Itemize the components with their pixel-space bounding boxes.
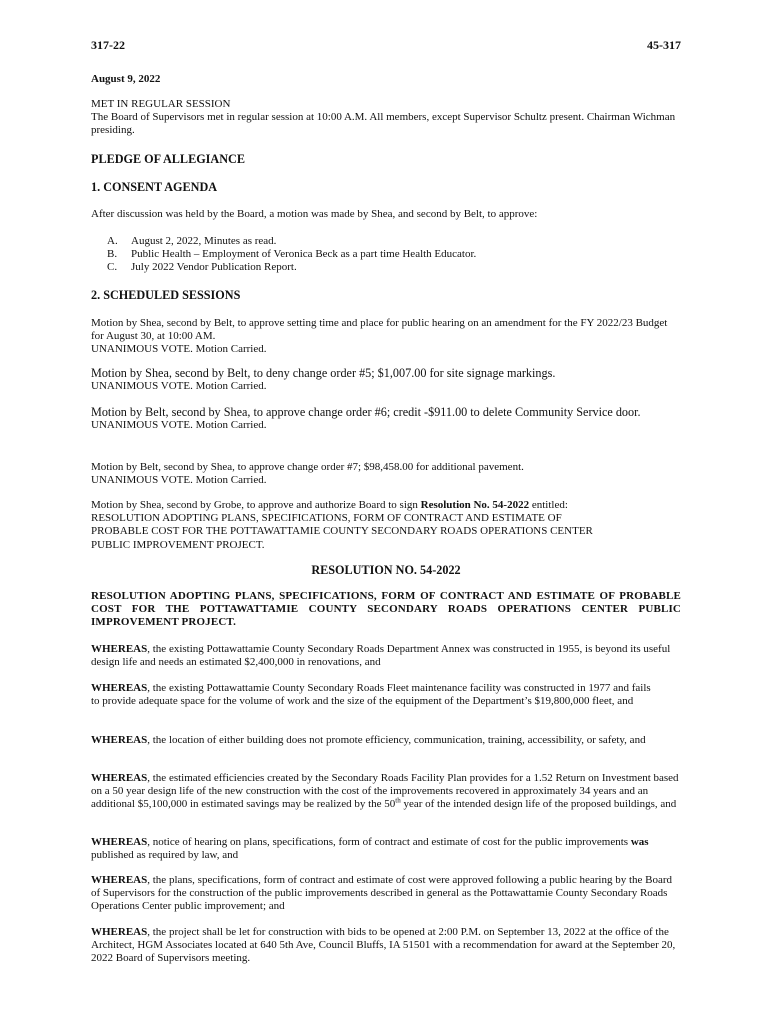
- whereas-5: WHEREAS, notice of hearing on plans, specifications, form of contract and estimate of cost for the public improvements was published as required by law, and: [91, 836, 649, 862]
- motion-vote: UNANIMOUS VOTE. Motion Carried.: [91, 474, 267, 487]
- whereas-7: WHEREAS, the project shall be let for construction with bids to be opened at 2:00 P.M. on September 13, 2022 at the office of the Architect, HGM Associates located at 640 5th Ave, Council Bluffs, IA 51501 with a recommendation for award at the September 20, 2022 Board of Supervisors meeting.: [91, 926, 676, 965]
- page-header-right: 45-317: [647, 38, 681, 52]
- whereas-4: WHEREAS, the estimated efficiencies created by the Secondary Roads Facility Plan provides for a 1.52 Return on Investment based on a 50 year design life of the new construction with the cost of the improvements recovered in approximately 34 years and an additional $5,100,000 in estimated savings may be realized by the 50th year of the intended design life of the proposed buildings, and: [91, 772, 679, 811]
- consent-intro: After discussion was held by the Board, a motion was made by Shea, and second by Belt, to approve:: [91, 208, 538, 220]
- motion-text: Motion by Shea, second by Belt, to deny change order #5; $1,007.00 for site signage markings.: [91, 366, 556, 380]
- consent-agenda-title: 1. CONSENT AGENDA: [91, 180, 218, 194]
- pledge-heading: PLEDGE OF ALLEGIANCE: [91, 152, 245, 166]
- list-text: July 2022 Vendor Publication Report.: [131, 261, 297, 273]
- list-letter: A.: [107, 235, 118, 247]
- motion-2: [91, 367, 681, 394]
- motion-4: [91, 461, 681, 487]
- meeting-date: August 9, 2022: [91, 73, 161, 85]
- motion-text: Motion by Belt, second by Shea, to approve change order #6; credit -$911.00 to delete Community Service door.: [91, 405, 641, 419]
- session-block: [91, 98, 681, 138]
- list-text: Public Health – Employment of Veronica Beck as a part time Health Educator.: [131, 248, 477, 260]
- list-text: August 2, 2022, Minutes as read.: [131, 235, 277, 247]
- motion-5: [91, 499, 621, 552]
- whereas-3: WHEREAS, the location of either building does not promote efficiency, communication, training, accessibility, or safety, and: [91, 734, 646, 746]
- motion-vote: UNANIMOUS VOTE. Motion Carried.: [91, 419, 267, 432]
- scheduled-sessions-title: 2. SCHEDULED SESSIONS: [91, 288, 241, 302]
- page-header-left: 317-22: [91, 38, 125, 52]
- whereas-1: WHEREAS, the existing Pottawattamie County Secondary Roads Department Annex was constructed in 1955, is beyond its useful design life and needs an estimated $2,400,000 in renovations, and: [91, 643, 671, 669]
- list-item: [91, 261, 681, 274]
- list-item: [91, 235, 681, 248]
- motion-3: [91, 406, 681, 433]
- motion-1: [91, 317, 681, 357]
- whereas-2: WHEREAS, the existing Pottawattamie County Secondary Roads Fleet maintenance facility was constructed in 1977 and fails to provide adequate space for the volume of work and the size of the equipment of the Department’s $19,800,000 fleet, and: [91, 682, 651, 708]
- consent-list: [91, 235, 681, 274]
- motion-vote: UNANIMOUS VOTE. Motion Carried.: [91, 380, 267, 393]
- motion-text: Motion by Belt, second by Shea, to approve change order #7; $98,458.00 for additional pavement.: [91, 461, 524, 473]
- session-text: The Board of Supervisors met in regular session at 10:00 A.M. All members, except Supervisor Schultz present. Chairman Wichman presiding.: [91, 111, 676, 137]
- list-letter: B.: [107, 248, 118, 260]
- whereas-6: WHEREAS, the plans, specifications, form of contract and estimate of cost were approved following a public hearing by the Board of Supervisors for the construction of the public improvements described in general as the Pottawattamie County Secondary Roads Operations Center public improvement; and: [91, 874, 673, 913]
- list-item: [91, 248, 681, 261]
- list-letter: C.: [107, 261, 118, 273]
- resolution-heading: RESOLUTION ADOPTING PLANS, SPECIFICATIONS, FORM OF CONTRACT AND ESTIMATE OF PROBABLE COST FOR THE POTTAWATTAMIE COUNTY SECONDARY ROADS OPERATIONS CENTER PUBLIC IMPROVEMENT PROJECT.: [91, 590, 681, 629]
- resolution-number: RESOLUTION NO. 54-2022: [311, 563, 461, 577]
- session-heading: MET IN REGULAR SESSION: [91, 98, 231, 110]
- motion-text: Motion by Shea, second by Belt, to approve setting time and place for public hearing on an amendment for the FY 2022/23 Budget for August 30, at 10:00 AM.: [91, 317, 668, 343]
- motion-text: Motion by Shea, second by Grobe, to approve and authorize Board to sign Resolution No. 54-2022 entitled: RESOLUTION ADOPTING PLANS, SPECIFICATIONS, FORM OF CONTRACT AND ESTIMATE OF PROBABLE COST FOR THE POTTAWATTAMIE COUNTY SECONDARY ROADS OPERATIONS CENTER PUBLIC IMPROVEMENT PROJECT.: [91, 499, 593, 551]
- motion-vote: UNANIMOUS VOTE. Motion Carried.: [91, 343, 267, 356]
